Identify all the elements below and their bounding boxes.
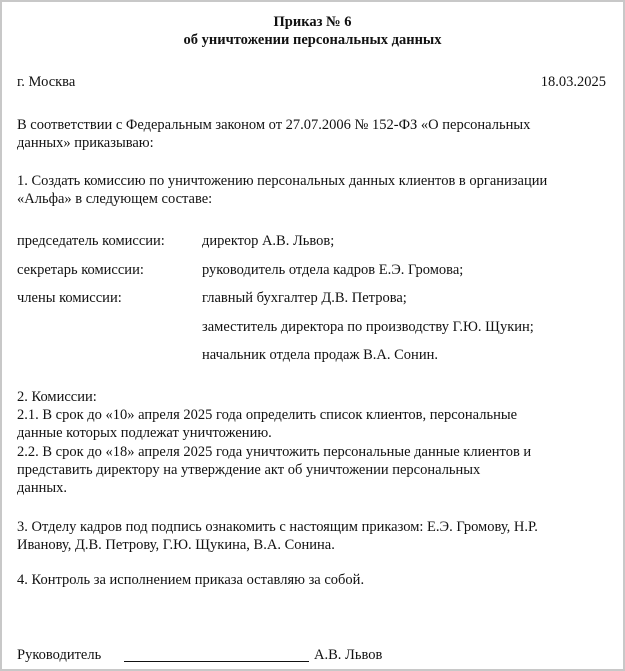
item4-line: 4. Контроль за исполнением приказа оставляю за собой. (17, 572, 365, 588)
city: г. Москва (17, 74, 76, 90)
preamble-line: В соответствии с Федеральным законом от 27.07.2006 № 152-ФЗ «О персональных (17, 117, 531, 133)
member-item: заместитель директора по производству Г.Ю. Щукин; (202, 319, 534, 335)
item3-line: Иванову, Д.В. Петрову, Г.Ю. Щукина, В.А. Сонина. (17, 537, 335, 553)
item2-1-line: данные которых подлежат уничтожению. (17, 425, 272, 441)
chair-label: председатель комиссии: (17, 233, 165, 249)
item2-heading: 2. Комиссии: (17, 389, 97, 405)
item2-2-line: данных. (17, 480, 67, 496)
item2-2-line: 2.2. В срок до «18» апреля 2025 года уничтожить персональные данные клиентов и (17, 444, 532, 460)
item2-2-line: представить директору на утверждение акт об уничтожении персональных (17, 462, 481, 478)
signature-role: Руководитель (17, 647, 102, 663)
item1-line: «Альфа» в следующем составе: (17, 191, 213, 207)
preamble-line: данных» приказываю: (17, 135, 154, 151)
signature-line (124, 661, 309, 662)
document-subtitle: об уничтожении персональных данных (183, 32, 442, 48)
item1-line: 1. Создать комиссию по уничтожению персональных данных клиентов в организации (17, 173, 548, 189)
item3-line: 3. Отделу кадров под подпись ознакомить с настоящим приказом: Е.Э. Громову, Н.Р. (17, 519, 538, 535)
signature-name: А.В. Львов (314, 647, 383, 663)
secretary-label: секретарь комиссии: (17, 262, 144, 278)
member-item: главный бухгалтер Д.В. Петрова; (202, 290, 407, 306)
order-date: 18.03.2025 (540, 74, 606, 90)
chair-value: директор А.В. Львов; (202, 233, 335, 249)
document-title: Приказ № 6 (273, 14, 352, 30)
member-item: начальник отдела продаж В.А. Сонин. (202, 347, 438, 363)
item2-1-line: 2.1. В срок до «10» апреля 2025 года определить список клиентов, персональные (17, 407, 518, 423)
secretary-value: руководитель отдела кадров Е.Э. Громова; (202, 262, 464, 278)
members-label: члены комиссии: (17, 290, 122, 306)
